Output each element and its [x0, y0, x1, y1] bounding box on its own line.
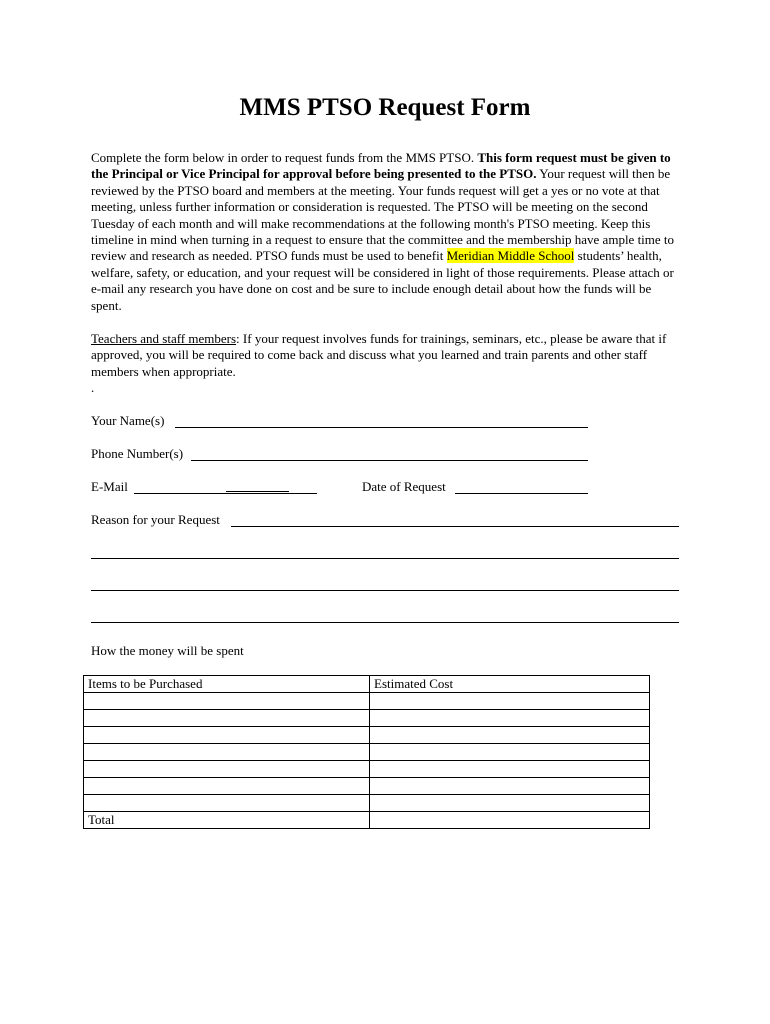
item-cell[interactable]: [84, 710, 370, 727]
table-total-row: [84, 812, 650, 829]
item-cell[interactable]: [84, 693, 370, 710]
table-row: [84, 744, 650, 761]
email-input-underline-accent: [226, 491, 289, 492]
email-input-line[interactable]: [134, 493, 317, 494]
phone-input-line[interactable]: [191, 460, 588, 461]
table-row: [84, 761, 650, 778]
cost-cell[interactable]: [370, 744, 650, 761]
school-name-highlight: Meridian Middle School: [446, 248, 575, 264]
date-input-line[interactable]: [455, 493, 588, 494]
cost-header: Estimated Cost: [370, 676, 650, 693]
email-label: E-Mail: [91, 479, 128, 494]
item-cell[interactable]: [84, 778, 370, 795]
cost-cell[interactable]: [370, 778, 650, 795]
reason-input-line-2[interactable]: [91, 558, 679, 559]
intro-text-3: students’ health, welfare, safety, or education, and your request will be considered in light of those requirements. Please attach or e-mail any research you have done on cost and be sure to include enough detail about how the funds will be spent.: [91, 248, 674, 313]
table-header-row: [84, 676, 650, 693]
table-row: [84, 795, 650, 812]
staff-text: : If your request involves funds for trainings, seminars, etc., please be aware that if approved, you will be required to come back and discuss what you learned and train parents and other staff members when appropriate.: [91, 331, 667, 379]
cost-cell[interactable]: [370, 693, 650, 710]
staff-label: Teachers and staff members: [91, 331, 237, 346]
reason-input-line-4[interactable]: [91, 622, 679, 623]
cost-cell[interactable]: [370, 795, 650, 812]
staff-paragraph: [91, 331, 681, 397]
reason-input-line-1[interactable]: [231, 526, 679, 527]
table-row: [84, 693, 650, 710]
table-row: [84, 727, 650, 744]
intro-paragraph: [91, 150, 681, 314]
intro-bold-notice: This form request must be given to the Principal or Vice Principal for approval before being presented to the PTSO.: [91, 150, 671, 182]
table-row: [84, 710, 650, 727]
cost-cell[interactable]: [370, 710, 650, 727]
name-label: Your Name(s): [91, 413, 165, 428]
item-cell[interactable]: [84, 744, 370, 761]
table-row: [84, 778, 650, 795]
intro-text-1: Complete the form below in order to request funds from the MMS PTSO.: [91, 150, 478, 165]
cost-cell[interactable]: [370, 761, 650, 778]
date-label: Date of Request: [362, 479, 446, 494]
reason-label: Reason for your Request: [91, 512, 220, 527]
reason-input-line-3[interactable]: [91, 590, 679, 591]
cost-cell[interactable]: [370, 727, 650, 744]
item-cell[interactable]: [84, 727, 370, 744]
total-cost-cell[interactable]: [370, 812, 650, 829]
page-title: MMS PTSO Request Form: [239, 94, 531, 121]
items-header: Items to be Purchased: [84, 676, 370, 693]
intro-text-2: Your request will then be reviewed by the PTSO board and members at the meeting. Your funds request will get a yes or no vote at that meeting, unless further information or consideration is requested. The PTSO will be meeting on the second Tuesday of each month and will make recommendations at the following month's PTSO meeting. Keep this timeline in mind when turning in a request to ensure that the committee and the membership have ample time to review and research as needed. PTSO funds must be used to benefit: [91, 166, 675, 264]
phone-label: Phone Number(s): [91, 446, 184, 461]
item-cell[interactable]: [84, 795, 370, 812]
money-label: How the money will be spent: [91, 643, 244, 658]
name-input-line[interactable]: [175, 427, 588, 428]
item-cell[interactable]: [84, 761, 370, 778]
total-label: Total: [84, 812, 370, 829]
staff-trailing-dot: .: [91, 380, 95, 396]
items-table: [83, 675, 650, 829]
